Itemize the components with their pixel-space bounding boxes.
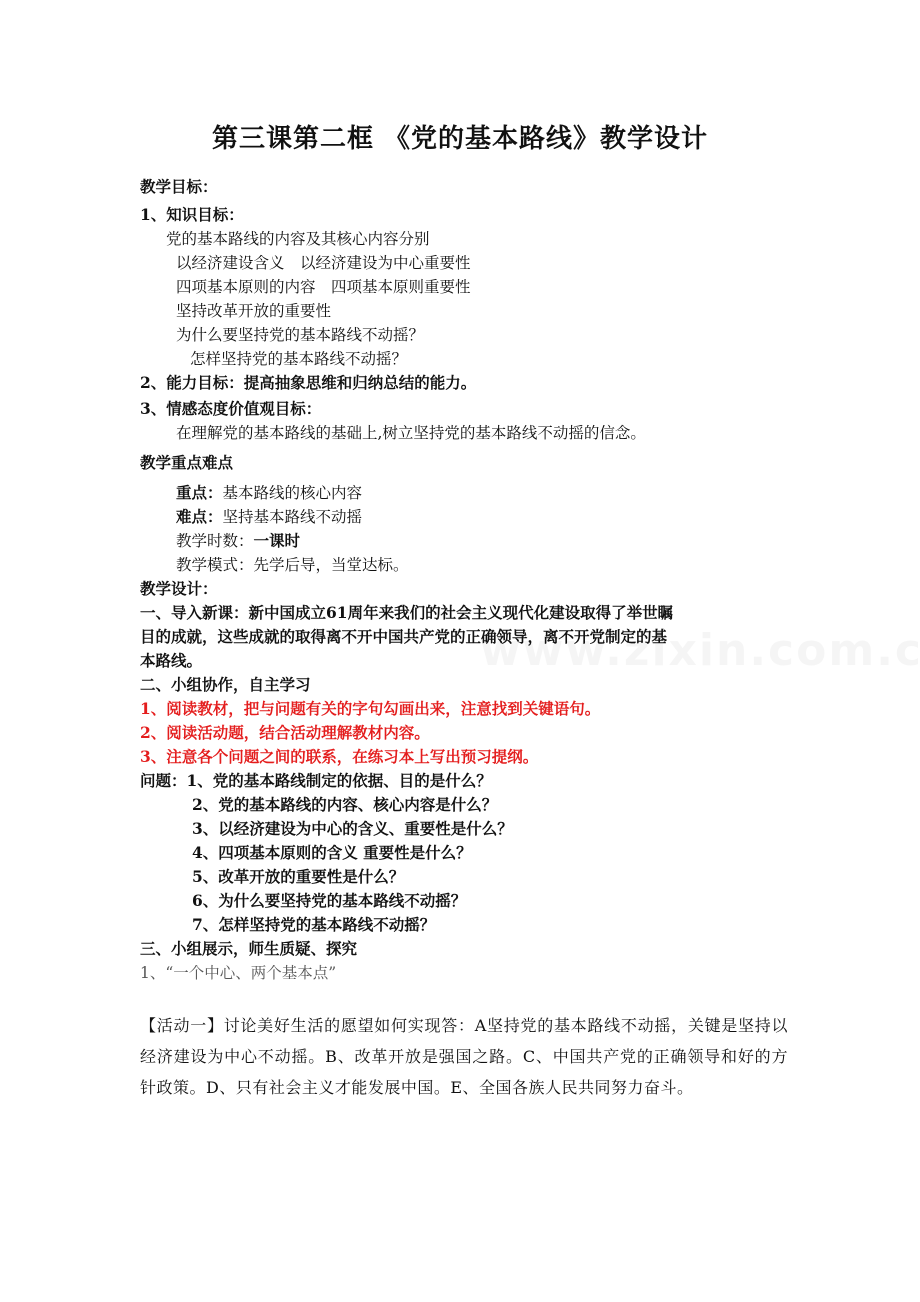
intro-line: 本路线。: [140, 651, 203, 670]
questions-label: 问题：: [140, 771, 187, 790]
emotion-heading: 3、情感态度价值观目标：: [140, 399, 322, 418]
knowledge-item: 以经济建设含义 以经济建设为中心重要性: [176, 254, 471, 272]
activity-label: 【活动一】: [140, 1016, 224, 1035]
knowledge-item: 党的基本路线的内容及其核心内容分别: [166, 230, 430, 248]
question-item: 7、怎样坚持党的基本路线不动摇？: [192, 915, 436, 934]
difficulty-text: 坚持基本路线不动摇: [222, 508, 363, 526]
hours-label: 教学时数：: [176, 532, 254, 550]
emotion-text: 在理解党的基本路线的基础上,树立坚持党的基本路线不动摇的信念。: [176, 424, 646, 442]
knowledge-item: 怎样坚持党的基本路线不动摇？: [190, 350, 408, 368]
difficulty-line: [176, 506, 362, 528]
focus-line: [176, 482, 362, 504]
hours-line: [176, 530, 300, 552]
activity-text: 讨论美好生活的愿望如何实现答：A坚持党的基本路线不动摇，关键是坚持以经济建设为中心不动摇。B、改革开放是强国之路。C、中国共产党的正确领导和好的方针政策。D、只有社会主义才能发展中国。E、全国各族人民共同努力奋斗。: [140, 1016, 788, 1097]
intro-line: 目的成就，这些成就的取得离不开中国共产党的正确领导，离不开党制定的基: [140, 627, 668, 646]
knowledge-item: 四项基本原则的内容 四项基本原则重要性: [176, 278, 471, 296]
question-item: 1、党的基本路线制定的依据、目的是什么？: [186, 771, 492, 790]
knowledge-item: 坚持改革开放的重要性: [176, 302, 332, 320]
intro-line: 一、导入新课：新中国成立61周年来我们的社会主义现代化建设取得了举世瞩: [140, 603, 674, 622]
activity-paragraph: [140, 1010, 788, 1103]
focus-label: 重点：: [176, 483, 223, 502]
red-item: 1、阅读教材，把与问题有关的字句勾画出来，注意找到关键语句。: [140, 699, 601, 718]
question-item: 3、以经济建设为中心的含义、重要性是什么？: [192, 819, 513, 838]
group-heading: 二、小组协作，自主学习: [140, 675, 311, 694]
teaching-mode: 教学模式：先学后导，当堂达标。: [176, 556, 409, 574]
knowledge-item: 为什么要坚持党的基本路线不动摇？: [176, 326, 425, 344]
page-title: 第三课第二框 《党的基本路线》教学设计: [211, 124, 709, 154]
hours-text: 一课时: [253, 531, 301, 550]
question-line: [140, 770, 492, 792]
question-item: 4、四项基本原则的含义 重要性是什么？: [192, 843, 472, 862]
subpoint: 1、“一个中心、两个基本点”: [140, 964, 337, 982]
question-item: 2、党的基本路线的内容、核心内容是什么？: [192, 795, 498, 814]
question-item: 5、改革开放的重要性是什么？: [192, 867, 405, 886]
question-item: 6、为什么要坚持党的基本路线不动摇？: [192, 891, 467, 910]
keypoints-heading: 教学重点难点: [140, 453, 234, 472]
difficulty-label: 难点：: [176, 507, 223, 526]
ability-objective: 2、能力目标：提高抽象思维和归纳总结的能力。: [140, 373, 477, 392]
red-item: 2、阅读活动题，结合活动理解教材内容。: [140, 723, 430, 742]
objectives-heading: 教学目标：: [140, 177, 218, 196]
show-heading: 三、小组展示，师生质疑、探究: [140, 939, 358, 958]
design-heading: 教学设计：: [140, 579, 218, 598]
knowledge-heading: 1、知识目标：: [140, 205, 244, 224]
focus-text: 基本路线的核心内容: [222, 484, 363, 502]
red-item: 3、注意各个问题之间的联系，在练习本上写出预习提纲。: [140, 747, 539, 766]
